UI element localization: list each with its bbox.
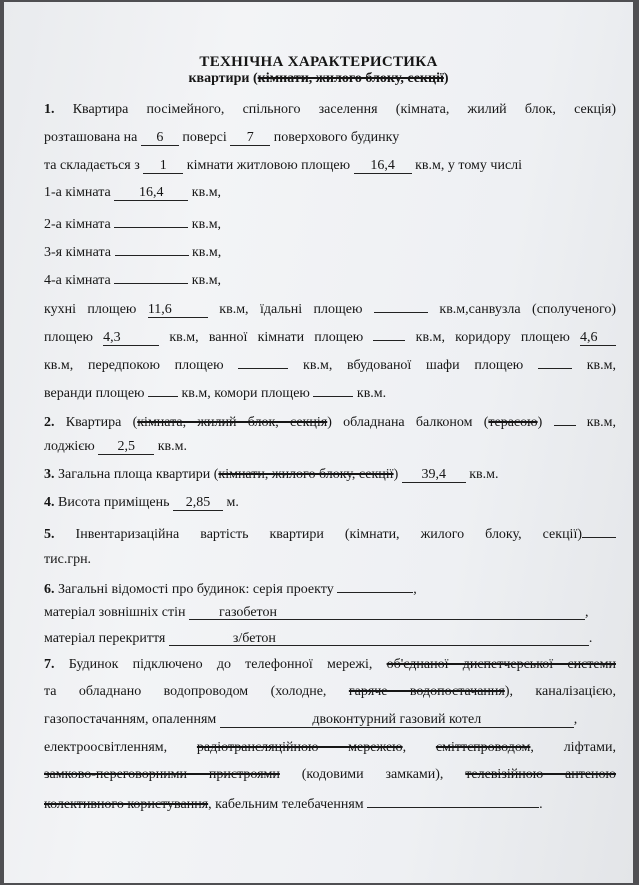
total-area-value: 39,4	[402, 467, 466, 483]
struck-text: сміттєпроводом	[435, 740, 531, 755]
bathroom-value: 4,3	[103, 330, 159, 346]
room4-value	[114, 268, 188, 284]
s1-room3: 3-я кімната кв.м,	[44, 240, 616, 262]
room2-value	[114, 212, 188, 228]
loggia-value: 2,5	[98, 439, 154, 455]
s1-line3: та складається з 1 кімнати житловою площею 16,4 кв.м, у тому числі	[44, 158, 523, 173]
walls-material-value: газобетон	[189, 605, 585, 620]
s3-line: 3. Загальна площа квартири (кімнати, жилого блоку, секції) 39,4 кв.м.	[44, 467, 499, 482]
height-value: 2,85	[173, 495, 223, 511]
s1-line2: розташована на 6 поверсі 7 поверхового будинку	[44, 130, 400, 145]
corridor-value: 4,6	[580, 330, 616, 346]
project-series-value	[337, 577, 413, 593]
s1-bath-line: площею 4,3 кв.м, ванної кімнати площею кв.м, коридору площею 4,6	[44, 325, 616, 347]
s7-line1: 7. Будинок підключено до телефонної мережі, об'єднаної диспетчерської системи	[44, 657, 616, 672]
struck-text: об'єднаної диспетчерської системи	[386, 657, 616, 672]
inventory-value	[582, 522, 616, 538]
living-area-value: 16,4	[354, 158, 412, 174]
rooms-value: 1	[143, 158, 183, 174]
floors-material-value: з/бетон	[169, 631, 589, 646]
cable-tv-value	[367, 792, 539, 808]
s2-line2: лоджією 2,5 кв.м.	[44, 439, 188, 454]
document-page	[4, 2, 633, 883]
s1-veranda-line: веранди площею кв.м, комори площею кв.м.	[44, 381, 616, 403]
struck-text: телевізійною антеною	[465, 767, 617, 782]
s1-room4: 4-а кімната кв.м,	[44, 268, 616, 290]
kitchen-value: 11,6	[148, 302, 208, 318]
document-title: ТЕХНІЧНА ХАРАКТЕРИСТИКА	[199, 54, 438, 70]
struck-text: терасою	[488, 415, 538, 430]
room3-value	[115, 240, 189, 256]
struck-text: кімнати, жилого блоку, секції	[257, 71, 444, 86]
dining-value	[374, 297, 428, 313]
struck-text: гаряче водопостачання	[348, 684, 505, 699]
s1-kitchen-line: кухні площею 11,6 кв.м, їдальні площею кв.м,санвузла (сполученого)	[44, 297, 616, 319]
s6-line3: матеріал перекриття з/бетон .	[44, 631, 593, 646]
s7-line6: колективного користування, кабельним телебаченням .	[44, 792, 616, 814]
struck-text: кімнати, жилого блоку, секції	[218, 467, 394, 482]
s4-line: 4. Висота приміщень 2,85 м.	[44, 495, 239, 510]
struck-text: колективного користування	[44, 797, 209, 812]
s5-line1: 5. Інвентаризаційна вартість квартири (кімнати, жилого блоку, секції)	[44, 522, 616, 544]
wardrobe-value	[538, 353, 572, 369]
struck-text: замково-переговорними пристроями	[44, 767, 280, 782]
s7-line4: електроосвітленням, радіотрансляційною мережею, сміттєпроводом, ліфтами,	[44, 740, 616, 755]
s6-line1: 6. Загальні відомості про будинок: серія проекту ,	[44, 577, 616, 599]
floor-value: 6	[141, 130, 179, 146]
s7-line5: замково-переговорними пристроями (кодовими замками), телевізійною антеною	[44, 767, 617, 782]
struck-text: кімната, жилий блок, секція	[137, 415, 328, 430]
heating-value: двоконтурний газовий котел	[220, 712, 574, 728]
pantry-value	[313, 381, 353, 397]
s1-hall-line: кв.м, передпокою площею кв.м, вбудованої шафи площею кв.м,	[44, 353, 616, 375]
s7-line2: та обладнано водопроводом (холодне, гаряче водопостачання), каналізацією,	[44, 684, 617, 699]
s2-line1: 2. Квартира (кімната, жилий блок, секція) обладнана балконом (терасою) кв.м,	[44, 410, 616, 432]
s1-room2: 2-а кімната кв.м,	[44, 212, 616, 234]
struck-text: радіотрансляційною мережею	[196, 740, 403, 755]
balcony-value	[554, 410, 576, 426]
s5-line2: тис.грн.	[44, 552, 92, 567]
bath-value	[373, 325, 405, 341]
total-floors-value: 7	[230, 130, 270, 146]
room1-value: 16,4	[114, 185, 188, 201]
hall-value	[238, 353, 288, 369]
s7-line3: газопостачанням, опаленням двоконтурний газовий котел ,	[44, 712, 578, 727]
s1-room1: 1-а кімната 16,4 кв.м,	[44, 185, 222, 200]
document-subtitle: квартири (кімнати, жилого блоку, секції)	[188, 71, 449, 86]
s1-line1: 1. Квартира посімейного, спільного заселення (кімната, жилий блок, секція)	[44, 102, 617, 117]
veranda-value	[148, 381, 178, 397]
s6-line2: матеріал зовнішніх стін газобетон ,	[44, 605, 589, 620]
